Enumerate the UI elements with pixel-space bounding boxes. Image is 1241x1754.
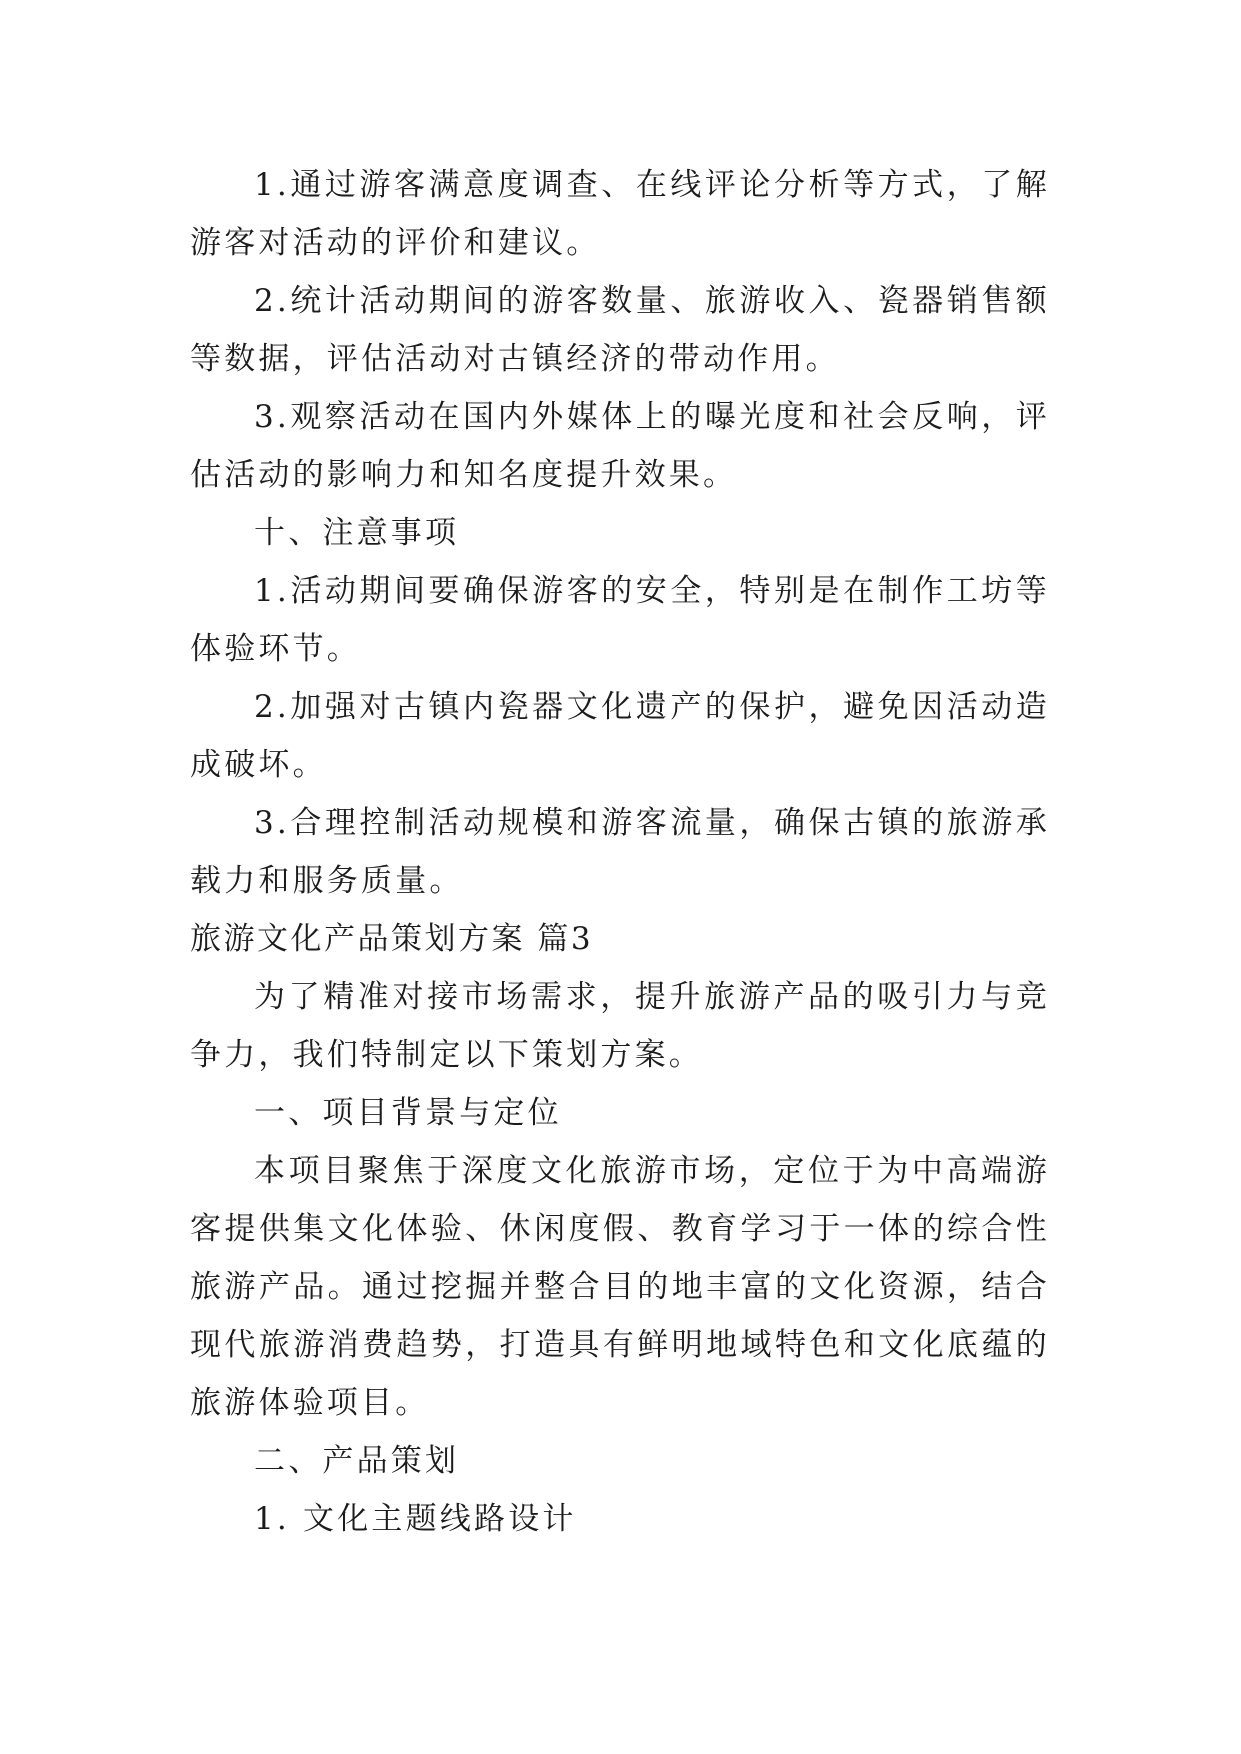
paragraph-statistics: 2.统计活动期间的游客数量、旅游收入、瓷器销售额等数据，评估活动对古镇经济的带动作用。: [190, 283, 1050, 377]
paragraph-heritage-protection: 2.加强对古镇内瓷器文化遗产的保护，避免因活动造成破坏。: [190, 689, 1050, 783]
document-body: [190, 156, 1050, 1548]
paragraph-intro: 为了精准对接市场需求，提升旅游产品的吸引力与竞争力，我们特制定以下策划方案。: [190, 979, 1050, 1073]
paragraph-feedback-survey: 1.通过游客满意度调查、在线评论分析等方式，了解游客对活动的评价和建议。: [190, 167, 1050, 261]
heading-product-planning: 二、产品策划: [254, 1443, 460, 1479]
heading-route-design: 1. 文化主题线路设计: [254, 1501, 577, 1537]
paragraph-background: 本项目聚焦于深度文化旅游市场，定位于为中高端游客提供集文化体验、休闲度假、教育学习于一体的综合性旅游产品。通过挖掘并整合目的地丰富的文化资源，结合现代旅游消费趋势，打造具有鲜明地域特色和文化底蕴的旅游体验项目。: [190, 1153, 1050, 1421]
heading-background: 一、项目背景与定位: [254, 1095, 562, 1131]
heading-notes: 十、注意事项: [254, 515, 460, 551]
paragraph-media-exposure: 3.观察活动在国内外媒体上的曝光度和社会反响，评估活动的影响力和知名度提升效果。: [190, 399, 1050, 493]
paragraph-capacity-control: 3.合理控制活动规模和游客流量，确保古镇的旅游承载力和服务质量。: [190, 805, 1050, 899]
paragraph-safety: 1.活动期间要确保游客的安全，特别是在制作工坊等体验环节。: [190, 573, 1050, 667]
section-title-plan-3: 旅游文化产品策划方案 篇3: [190, 921, 594, 957]
